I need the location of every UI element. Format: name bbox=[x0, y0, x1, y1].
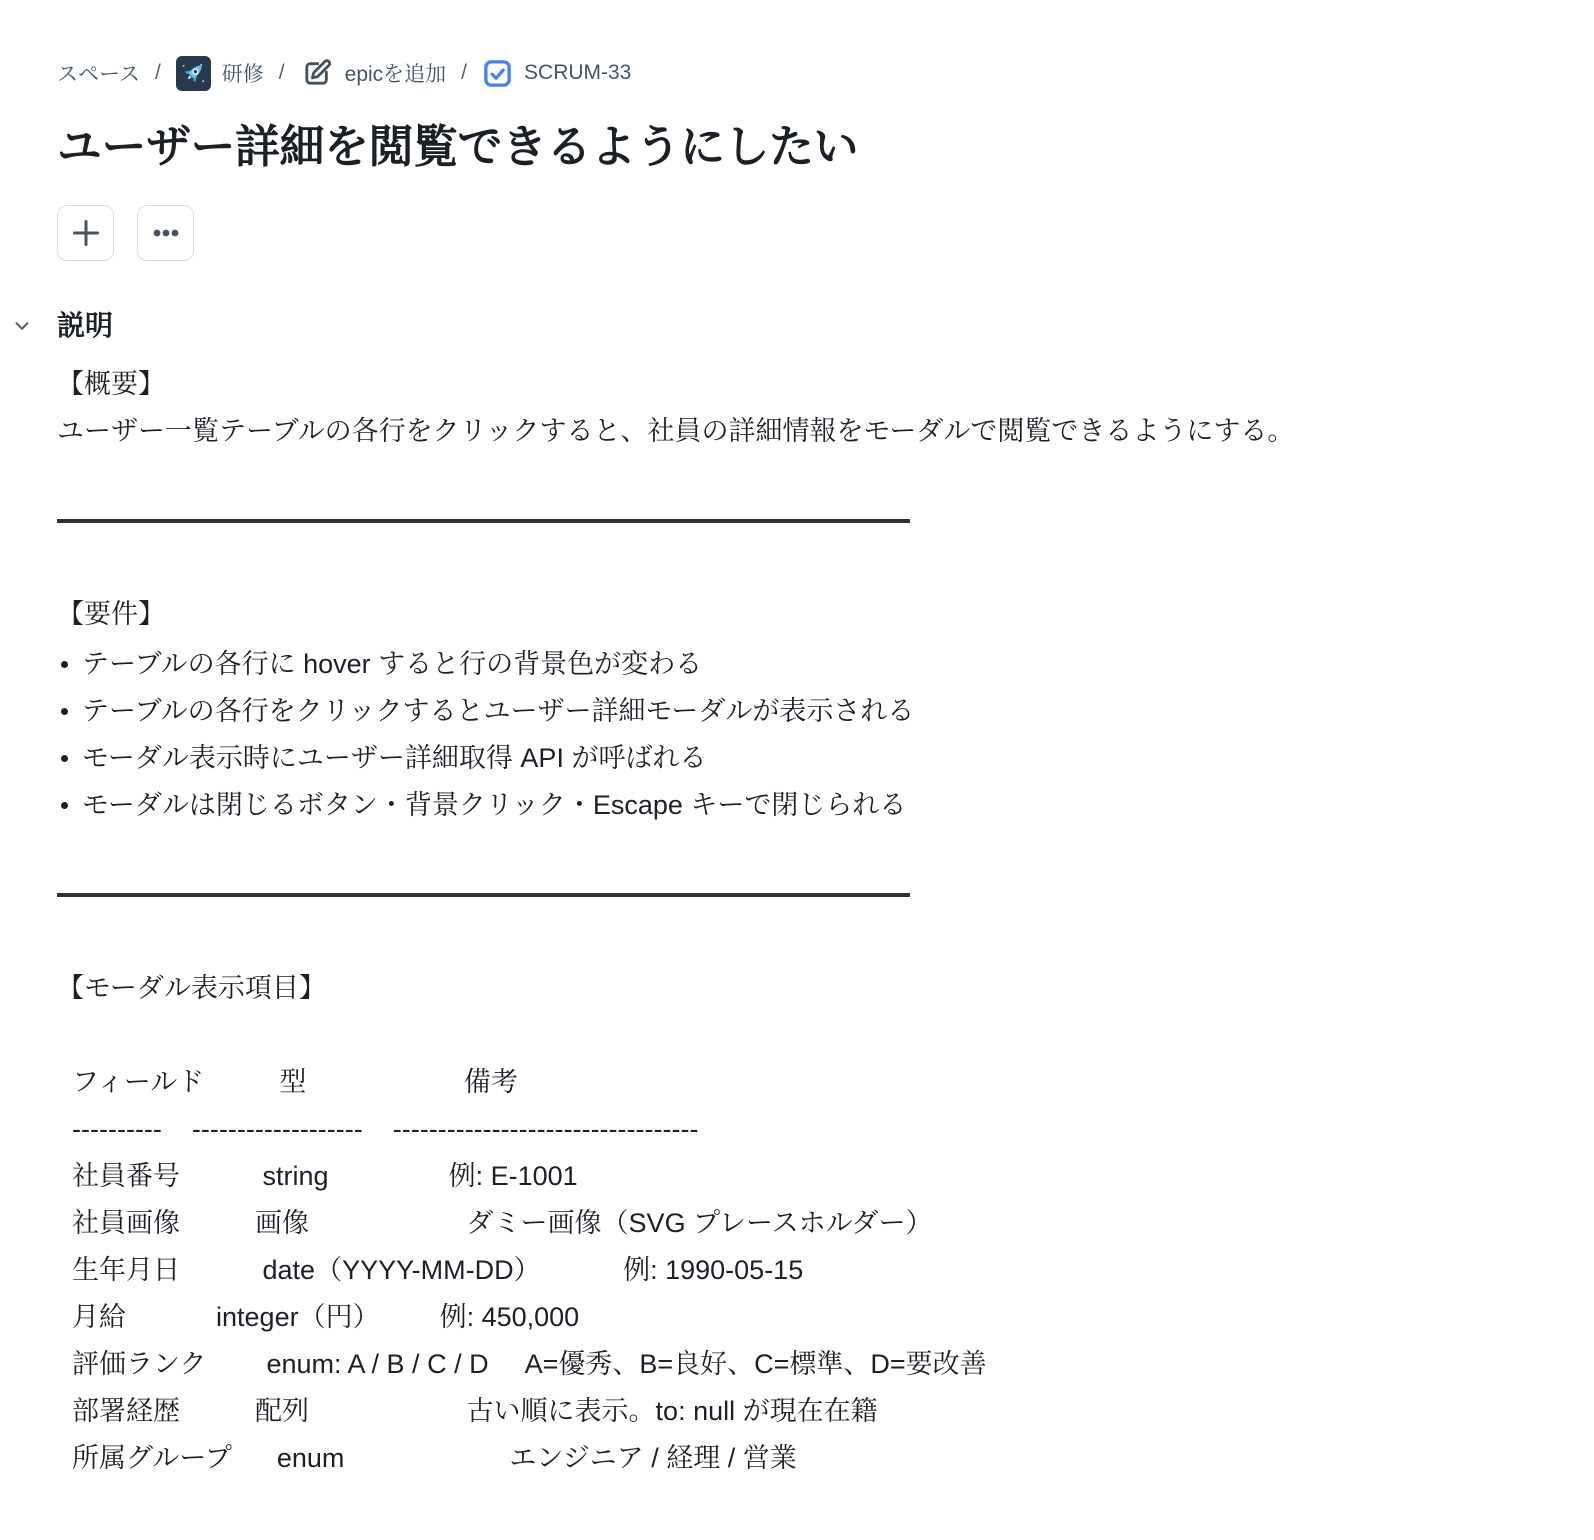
breadcrumb-item-space[interactable] bbox=[57, 58, 140, 88]
breadcrumb-project-label: 研修 bbox=[221, 63, 264, 86]
table-row: 月給 integer（円） 例: 450,000 bbox=[57, 1302, 580, 1332]
modal-fields-table bbox=[57, 1059, 1537, 1482]
breadcrumb-issue-label: SCRUM-33 bbox=[524, 61, 632, 84]
more-button[interactable] bbox=[137, 205, 194, 261]
breadcrumb-separator: / bbox=[154, 61, 161, 84]
requirement-item: モーダルは閉じるボタン・背景クリック・Escape キーで閉じられる bbox=[57, 782, 1537, 829]
description-heading: 説明 bbox=[57, 310, 114, 341]
table-row: 評価ランク enum: A / B / C / D A=優秀、B=良好、C=標準、D=要改善 bbox=[57, 1349, 987, 1379]
table-header-line: フィールド 型 備考 bbox=[57, 1067, 518, 1097]
breadcrumb-space-label: スペース bbox=[57, 63, 140, 86]
chevron-down-icon bbox=[12, 315, 32, 337]
requirement-item: モーダル表示時にユーザー詳細取得 API が呼ばれる bbox=[57, 735, 1537, 782]
table-row: 社員番号 string 例: E-1001 bbox=[57, 1161, 578, 1191]
overview-text: ユーザー一覧テーブルの各行をクリックすると、社員の詳細情報をモーダルで閲覧できるようにする。 bbox=[57, 416, 1295, 446]
breadcrumb-item-project[interactable] bbox=[176, 56, 264, 91]
divider-line bbox=[57, 893, 910, 897]
table-row: 社員画像 画像 ダミー画像（SVG プレースホルダー） bbox=[57, 1208, 933, 1238]
divider-line bbox=[57, 519, 910, 523]
table-row: 生年月日 date（YYYY-MM-DD） 例: 1990-05-15 bbox=[57, 1255, 804, 1285]
requirement-item: テーブルの各行に hover すると行の背景色が変わる bbox=[57, 641, 1537, 688]
description-section bbox=[57, 309, 1537, 1482]
breadcrumb-item-issue[interactable] bbox=[482, 58, 631, 89]
breadcrumb bbox=[57, 55, 1537, 91]
breadcrumb-separator: / bbox=[278, 61, 285, 84]
ellipsis-icon bbox=[150, 217, 182, 249]
modal-fields-heading: 【モーダル表示項目】 bbox=[57, 973, 326, 1003]
issue-toolbar bbox=[57, 205, 1537, 261]
page-title[interactable]: ユーザー詳細を閲覧できるようにしたい bbox=[57, 121, 859, 172]
rocket-icon bbox=[176, 56, 211, 91]
breadcrumb-epic-label: epicを追加 bbox=[344, 63, 447, 86]
collapse-toggle[interactable] bbox=[12, 316, 32, 336]
overview-heading: 【概要】 bbox=[57, 369, 165, 399]
table-row: 所属グループ enum エンジニア / 経理 / 営業 bbox=[57, 1443, 797, 1473]
table-row: 部署経歴 配列 古い順に表示。to: null が現在在籍 bbox=[57, 1396, 878, 1426]
breadcrumb-separator: / bbox=[461, 61, 468, 84]
edit-icon bbox=[300, 56, 334, 90]
task-checkbox-icon bbox=[482, 58, 513, 89]
plus-icon bbox=[70, 217, 102, 249]
description-body[interactable] bbox=[57, 361, 1537, 1482]
add-button[interactable] bbox=[57, 205, 114, 261]
breadcrumb-item-epic[interactable] bbox=[300, 56, 447, 90]
description-header bbox=[57, 309, 1537, 343]
requirements-list bbox=[57, 641, 1537, 829]
table-rule-line: ---------- ------------------- ---------------------------------- bbox=[57, 1114, 699, 1144]
requirement-item: テーブルの各行をクリックするとユーザー詳細モーダルが表示される bbox=[57, 688, 1537, 735]
requirements-heading: 【要件】 bbox=[57, 599, 165, 629]
